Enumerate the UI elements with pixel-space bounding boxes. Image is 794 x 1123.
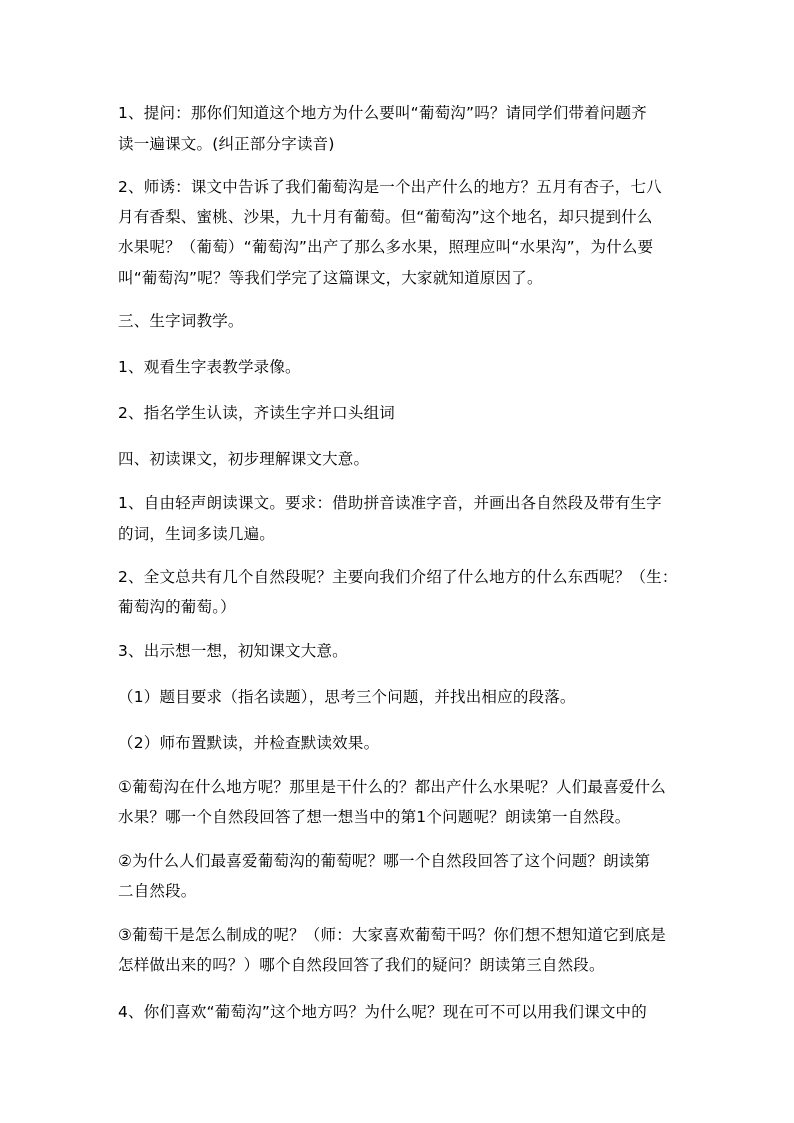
text-line: 4、你们喜欢“葡萄沟”这个地方吗？为什么呢？现在可不可以用我们课文中的 xyxy=(118,1003,647,1021)
text-line: 1、提问：那你们知道这个地方为什么要叫“葡萄沟”吗？请同学们带着问题齐 xyxy=(118,104,647,122)
text-line: 月有香梨、蜜桃、沙果，九十月有葡萄。但“葡萄沟”这个地名，却只提到什么 xyxy=(118,208,653,226)
text-line: 2、指名学生认读，齐读生字并口头组词 xyxy=(118,404,395,422)
text-line: 1、自由轻声朗读课文。要求：借助拼音读准字音，并画出各自然段及带有生字 xyxy=(118,494,662,512)
section-heading: 四、初读课文，初步理解课文大意。 xyxy=(118,450,370,468)
text-line: ②为什么人们最喜爱葡萄沟的葡萄呢？哪一个自然段回答了这个问题？朗读第 xyxy=(118,852,651,870)
text-line: （2）师布置默读，并检查默读效果。 xyxy=(118,734,380,752)
text-line: 水果呢？（葡萄）“葡萄沟”出产了那么多水果，照理应叫“水果沟”，为什么要 xyxy=(118,238,654,256)
text-line: 3、出示想一想，初知课文大意。 xyxy=(118,642,348,660)
text-line: 水果？哪一个自然段回答了想一想当中的第1个问题呢？朗读第一自然段。 xyxy=(118,808,631,826)
text-line: ③葡萄干是怎么制成的呢？（师：大家喜欢葡萄干吗？你们想不想知道它到底是 xyxy=(118,926,666,944)
text-line: ①葡萄沟在什么地方呢？那里是干什么的？都出产什么水果呢？人们最喜爱什么 xyxy=(118,778,666,796)
text-line: 葡萄沟的葡萄。） xyxy=(118,598,236,616)
text-line: 1、观看生字表教学录像。 xyxy=(118,358,301,376)
text-line: 的词，生词多读几遍。 xyxy=(118,525,276,543)
text-line: 二自然段。 xyxy=(118,882,197,900)
text-line: 读一遍课文。(纠正部分字读音) xyxy=(118,135,335,153)
text-line: （1）题目要求（指名读题），思考三个问题，并找出相应的段落。 xyxy=(118,688,576,706)
text-line: 叫“葡萄沟”呢？等我们学完了这篇课文，大家就知道原因了。 xyxy=(118,269,543,287)
text-line: 怎样做出来的吗？）哪个自然段回答了我们的疑问？朗读第三自然段。 xyxy=(118,956,605,974)
text-line: 2、全文总共有几个自然段呢？主要向我们介绍了什么地方的什么东西呢？（生： xyxy=(118,568,678,586)
text-line: 2、师诱：课文中告诉了我们葡萄沟是一个出产什么的地方？五月有杏子，七八 xyxy=(118,178,662,196)
section-heading: 三、生字词教学。 xyxy=(118,312,244,330)
